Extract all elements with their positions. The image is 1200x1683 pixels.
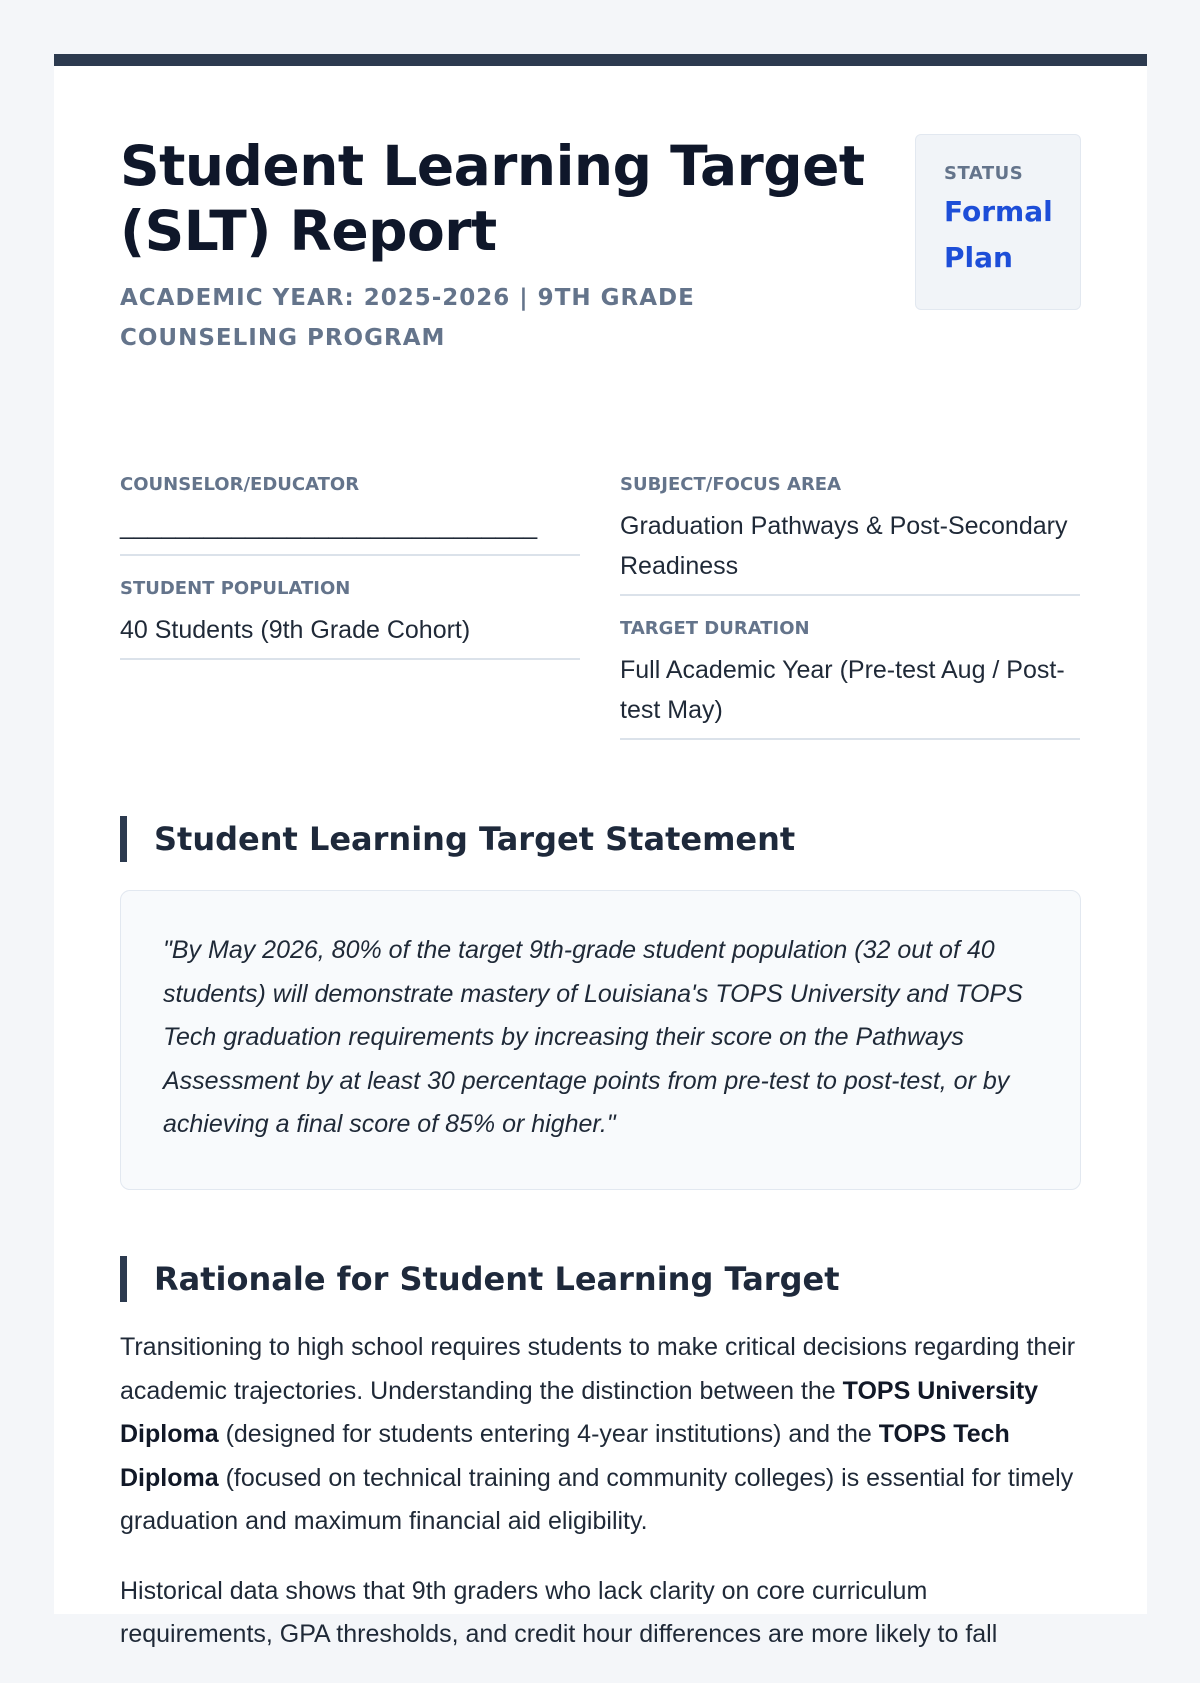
rationale-paragraph: Historical data shows that 9th graders who lack clarity on core curriculum requirements, GPA thresholds, and credit hour differences are more likely to fall [120,1576,998,1648]
meta-counselor [120,474,580,556]
report-header [120,134,1081,414]
rationale-text: (focused on technical training and community colleges) is essential for timely graduation and maximum financial aid eligibility. [120,1463,1074,1535]
meta-label: COUNSELOR/EDUCATOR [120,474,360,495]
meta-label: STUDENT POPULATION [120,578,351,599]
meta-value: Full Academic Year (Pre-test Aug / Post-test May) [620,656,1065,724]
meta-value: 40 Students (9th Grade Cohort) [120,616,471,644]
section-heading-rationale: Rationale for Student Learning Target [120,1256,839,1302]
statement-text: "By May 2026, 80% of the target 9th-grade student population (32 out of 40 students) will demonstrate mastery of Louisiana's TOPS University and TOPS Tech graduation requirements by increasing their score on the Pathways Assessment by at least 30 percentage points from pre-test to post-test, or by achieving a final score of 85% or higher." [163,936,1023,1138]
rationale-emphasis: TOPS University Diploma [120,1376,1039,1448]
metadata-column-right [620,474,1080,762]
metadata-column-left [120,474,580,682]
rationale-text: (designed for students entering 4-year institutions) and the [218,1420,879,1448]
meta-label: SUBJECT/FOCUS AREA [620,474,842,495]
status-card [915,134,1081,310]
report-content [120,134,1081,1648]
rationale-paragraph [120,1326,1081,1544]
statement-card [120,890,1081,1190]
rationale-text: Transitioning to high school requires students to make critical decisions regarding their academic trajectories. Understanding the distinction between the [120,1333,1076,1405]
meta-student-population [120,578,580,660]
page-subtitle: ACADEMIC YEAR: 2025-2026 | 9TH GRADE COUNSELING PROGRAM [120,285,695,351]
meta-value: Graduation Pathways & Post-Secondary Readiness [620,512,1068,580]
rationale-body [120,1326,1081,1683]
status-label: STATUS [944,163,1024,184]
status-badge: Formal Plan [944,195,1053,274]
meta-focus-area [620,474,1080,596]
meta-label: TARGET DURATION [620,618,810,639]
page-title: Student Learning Target (SLT) Report [120,134,865,263]
section-heading-statement: Student Learning Target Statement [120,816,795,862]
meta-value: ______________________________ [120,512,538,540]
report-page [54,54,1147,1648]
meta-target-duration [620,618,1080,740]
rationale-emphasis: TOPS Tech Diploma [120,1420,1010,1492]
